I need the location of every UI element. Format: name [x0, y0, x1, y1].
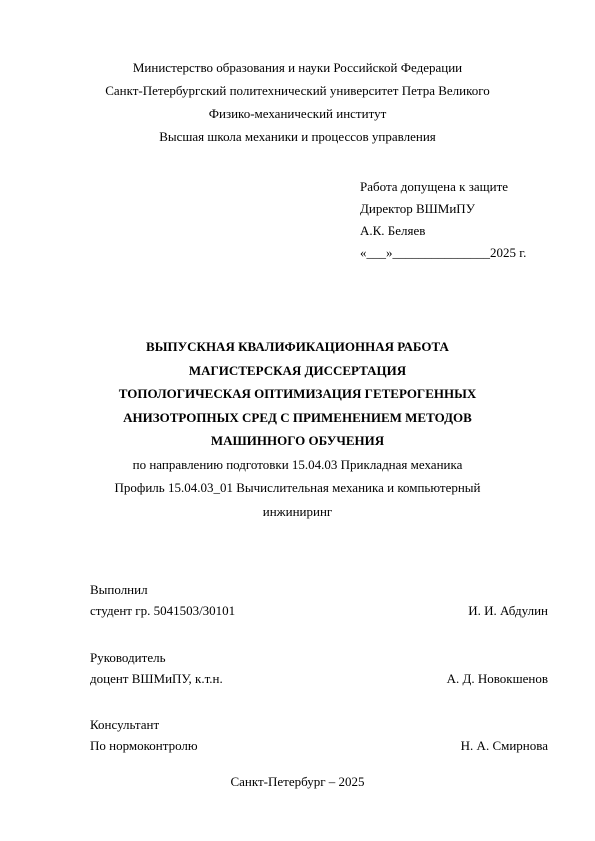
approval-line: Работа допущена к защите [360, 179, 509, 194]
work-type: ВЫПУСКНАЯ КВАЛИФИКАЦИОННАЯ РАБОТА [146, 339, 449, 354]
director-title: Директор ВШМиПУ [360, 201, 475, 216]
approval-block [360, 176, 590, 264]
degree-type: МАГИСТЕРСКАЯ ДИССЕРТАЦИЯ [188, 362, 407, 378]
supervisor-block [90, 646, 548, 690]
topic-line: ТОПОЛОГИЧЕСКАЯ ОПТИМИЗАЦИЯ ГЕТЕРОГЕННЫХ [118, 386, 477, 401]
director-name: А.К. Беляев [360, 223, 426, 238]
author-position: студент гр. 5041503/30101 [90, 603, 236, 618]
topic-line: АНИЗОТРОПНЫХ СРЕД С ПРИМЕНЕНИЕМ МЕТОДОВ [123, 409, 472, 425]
thesis-title-block [0, 335, 595, 523]
author-role: Выполнил [90, 582, 148, 597]
supervisor-position: доцент ВШМиПУ, к.т.н. [90, 671, 223, 686]
ministry-line: Министерство образования и науки Российской Федерации [132, 60, 463, 75]
author-block [90, 578, 548, 622]
author-name: И. И. Абдулин [468, 603, 548, 618]
city-year: Санкт-Петербург – 2025 [230, 774, 365, 789]
institute-line: Физико-механический институт [208, 106, 387, 121]
study-direction: по направлению подготовки 15.04.03 Прикладная механика [132, 456, 463, 472]
consultant-role: Консультант [90, 717, 160, 732]
consultant-name: Н. А. Смирнова [460, 738, 548, 753]
consultant-block [90, 713, 548, 757]
supervisor-role: Руководитель [90, 650, 166, 665]
university-line: Санкт-Петербургский политехнический университет Петра Великого [105, 83, 490, 98]
school-line: Высшая школа механики и процессов управления [159, 129, 436, 144]
consultant-position: По нормоконтролю [90, 738, 198, 753]
profile-line: инжиниринг [262, 503, 333, 519]
institution-header [0, 56, 595, 148]
approval-date-line: «___»_______________2025 г. [360, 245, 527, 260]
profile-line: Профиль 15.04.03_01 Вычислительная механика и компьютерный [114, 480, 481, 495]
topic-line: МАШИННОГО ОБУЧЕНИЯ [210, 433, 385, 448]
supervisor-name: А. Д. Новокшенов [446, 671, 548, 686]
